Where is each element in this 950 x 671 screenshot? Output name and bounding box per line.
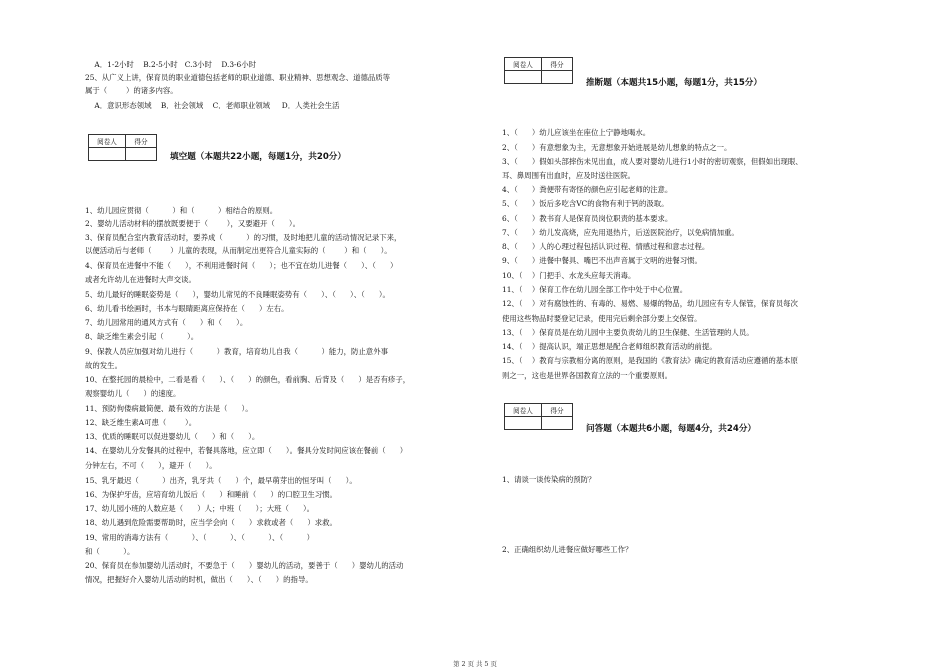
fill-in-line: 2、婴幼儿活动材料的摆放既要便于（ ），又要避开（ ）。 xyxy=(85,219,300,228)
fill-in-line: 20、保育员在参加婴幼儿活动时，不要急于（ ）婴幼儿的活动，要善于（ ）婴幼儿的活动 xyxy=(85,561,404,570)
fill-in-line: 3、保育员配合室内教育活动时，要养成（ ）的习惯，及时地把儿童的活动情况记录下来， xyxy=(85,233,402,242)
score-label: 得分 xyxy=(126,135,157,148)
judgement-line: 6、（ ）教书育人是保育员岗位职责的基本要求。 xyxy=(502,214,673,223)
grader-label: 阅卷人 xyxy=(505,404,542,417)
short-answer-section-title: 问答题（本题共6小题，每题4分，共24分） xyxy=(586,424,757,434)
fill-in-line: 或者允许幼儿在进餐时大声交谈。 xyxy=(85,275,196,284)
judgement-line: 11、（ ）保育工作在幼儿园全部工作中处于中心位置。 xyxy=(502,285,688,294)
score-label: 得分 xyxy=(542,404,573,417)
fill-in-line: 13、优质的睡眠可以促进婴幼儿（ ）和（ ）。 xyxy=(85,432,260,441)
question-24-options: A．1-2小时 B.2-5小时 C.3小时 D.3-6小时 xyxy=(85,60,257,69)
fill-in-line: 19、常用的消毒方法有（ ）、（ ）、（ ）、（ ） xyxy=(85,533,314,542)
grader-label: 阅卷人 xyxy=(89,135,126,148)
fill-in-line: 分钟左右，不可（ ），避开（ ）。 xyxy=(85,461,217,470)
judgement-line: 使用这些物品时要登记记录，使用完后剩余部分要上交保管。 xyxy=(502,314,702,323)
fill-in-line: 情况，把握好介入婴幼儿活动的时机，做出（ ）、（ ）的指导。 xyxy=(85,575,313,584)
fill-in-line: 和（ ）。 xyxy=(85,547,135,556)
fill-in-line: 12、缺乏维生素A可患（ ）。 xyxy=(85,418,197,427)
fill-in-line: 7、幼儿园常用的通风方式有（ ）和（ ）。 xyxy=(85,318,248,327)
fill-in-line: 14、在婴幼儿分发餐具的过程中，若餐具落地，应立即（ ）。餐具分发时间应该在餐前（ ） xyxy=(85,446,408,455)
fill-in-line: 故的发生。 xyxy=(85,361,122,370)
judgement-line: 15、（ ）教育与宗教相分离的原则，是我国的《教育法》确定的教育活动应遵循的基本原 xyxy=(502,356,798,365)
fill-in-line: 15、乳牙最迟（ ）出齐，乳牙共（ ）个，最早萌芽出的恒牙叫（ ）。 xyxy=(85,476,357,485)
fill-in-line: 1、幼儿园应贯彻（ ）和（ ）相结合的原则。 xyxy=(85,206,278,215)
question-25-line-2: 属于（ ）的诸多内容。 xyxy=(85,86,178,95)
judgement-line: 8、（ ）人的心理过程包括认识过程、情感过程和意志过程。 xyxy=(502,242,710,251)
fill-in-line: 9、保教人员应加强对幼儿进行（ ）教育，培育幼儿自我（ ）能力，防止意外事 xyxy=(85,347,388,356)
question-25-options: A．意识形态领域 B．社会领域 C．老师职业领域 D．人类社会生活 xyxy=(85,101,340,110)
fill-in-line: 18、幼儿遇到危险需要帮助时，应当学会向（ ）求救或者（ ）求救。 xyxy=(85,518,337,527)
fill-in-line: 5、幼儿最好的睡眠姿势是（ ），婴幼儿常见的不良睡眠姿势有（ ）、（ ）、（ ）。 xyxy=(85,290,390,299)
page-number: 第 2 页 共 5 页 xyxy=(453,660,497,668)
grader-cell[interactable] xyxy=(505,71,542,84)
short-answer-question-1: 1、请谈一谈传染病的预防？ xyxy=(502,475,596,484)
judgement-line: 9、（ ）进餐中餐具、嘴巴不出声音属于文明的进餐习惯。 xyxy=(502,256,702,265)
score-box-fill-in xyxy=(88,134,157,161)
score-box-short-answer xyxy=(504,403,573,430)
score-cell[interactable] xyxy=(126,148,157,161)
fill-in-section-title: 填空题（本题共22小题，每题1分，共20分） xyxy=(170,152,346,162)
grader-label: 阅卷人 xyxy=(505,58,542,71)
fill-in-line: 8、缺乏维生素会引起（ ）。 xyxy=(85,332,199,341)
judgement-line: 则之一，这也是世界各国教育立法的一个重要原则。 xyxy=(502,371,672,380)
judgement-line: 12、（ ）对有腐蚀性的、有毒的、易燃、易爆的物品，幼儿园应有专人保管，保育员每次 xyxy=(502,299,798,308)
short-answer-question-2: 2、正确组织幼儿进餐应做好哪些工作？ xyxy=(502,545,633,554)
fill-in-line: 观察婴幼儿（ ）的速度。 xyxy=(85,389,181,398)
judgement-line: 14、（ ）提高认识，端正思想是配合老师组织教育活动的前提。 xyxy=(502,342,717,351)
score-cell[interactable] xyxy=(542,71,573,84)
fill-in-line: 17、幼儿园小班的人数应是（ ）人；中班（ ）；大班（ ）。 xyxy=(85,504,315,513)
fill-in-line: 6、幼儿看书绘画时，书本与眼睛距离应保持在（ ）左右。 xyxy=(85,304,289,313)
score-label: 得分 xyxy=(542,58,573,71)
judgement-line: 2、（ ）有意想象为主，无意想象开始进展是幼儿想象的特点之一。 xyxy=(502,143,732,152)
fill-in-line: 10、在整托园的晨检中，二看是看（ ）、（ ）的颜色，看前胸、后背及（ ）是否有疹子， xyxy=(85,375,411,384)
judgement-line: 7、（ ）幼儿发高烧，应先用退热片，后送医院治疗，以免病情加重。 xyxy=(502,228,739,237)
fill-in-line: 以便活动后与老师（ ）儿童的表现，从而制定出更符合儿童实际的（ ）和（ ）。 xyxy=(85,246,392,255)
judgement-line: 3、（ ）假如头部摔伤未见出血，成人要对婴幼儿进行1小时的密切观察，但假如出现眼、 xyxy=(502,157,803,166)
judgement-line: 1、（ ）幼儿应该坐在座位上宁静地喝水。 xyxy=(502,128,651,137)
judgement-line: 耳、鼻周围有出血时，应及时送往医院。 xyxy=(502,171,636,180)
grader-cell[interactable] xyxy=(89,148,126,161)
score-box-judgement xyxy=(504,57,573,84)
judgement-line: 10、（ ）门把手、水龙头应每天消毒。 xyxy=(502,271,636,280)
judgement-line: 13、（ ）保育员是在幼儿园中主要负责幼儿的卫生保健、生活管理的人员。 xyxy=(502,328,754,337)
fill-in-line: 11、预防佝偻病最简便、最有效的方法是（ ）。 xyxy=(85,404,253,413)
fill-in-line: 16、为保护牙齿，应培育幼儿饭后（ ）和睡前（ ）的口腔卫生习惯。 xyxy=(85,490,337,499)
grader-cell[interactable] xyxy=(505,417,542,430)
score-cell[interactable] xyxy=(542,417,573,430)
fill-in-line: 4、保育员在进餐中不能（ ），不利用进餐时间（ ）；也不宜在幼儿进餐（ ）、（ ） xyxy=(85,261,398,270)
question-25-line-1: 25、从广义上讲，保育员的职业道德包括老师的职业道德、职业精神、思想观念、道德品质等 xyxy=(85,73,391,82)
judgement-line: 5、（ ）饭后多吃含VC的食物有利于钙的汲取。 xyxy=(502,199,669,208)
judgement-section-title: 推断题（本题共15小题，每题1分，共15分） xyxy=(586,78,762,88)
judgement-line: 4、（ ）粪便带有寄怪的颜色应引起老师的注意。 xyxy=(502,185,673,194)
